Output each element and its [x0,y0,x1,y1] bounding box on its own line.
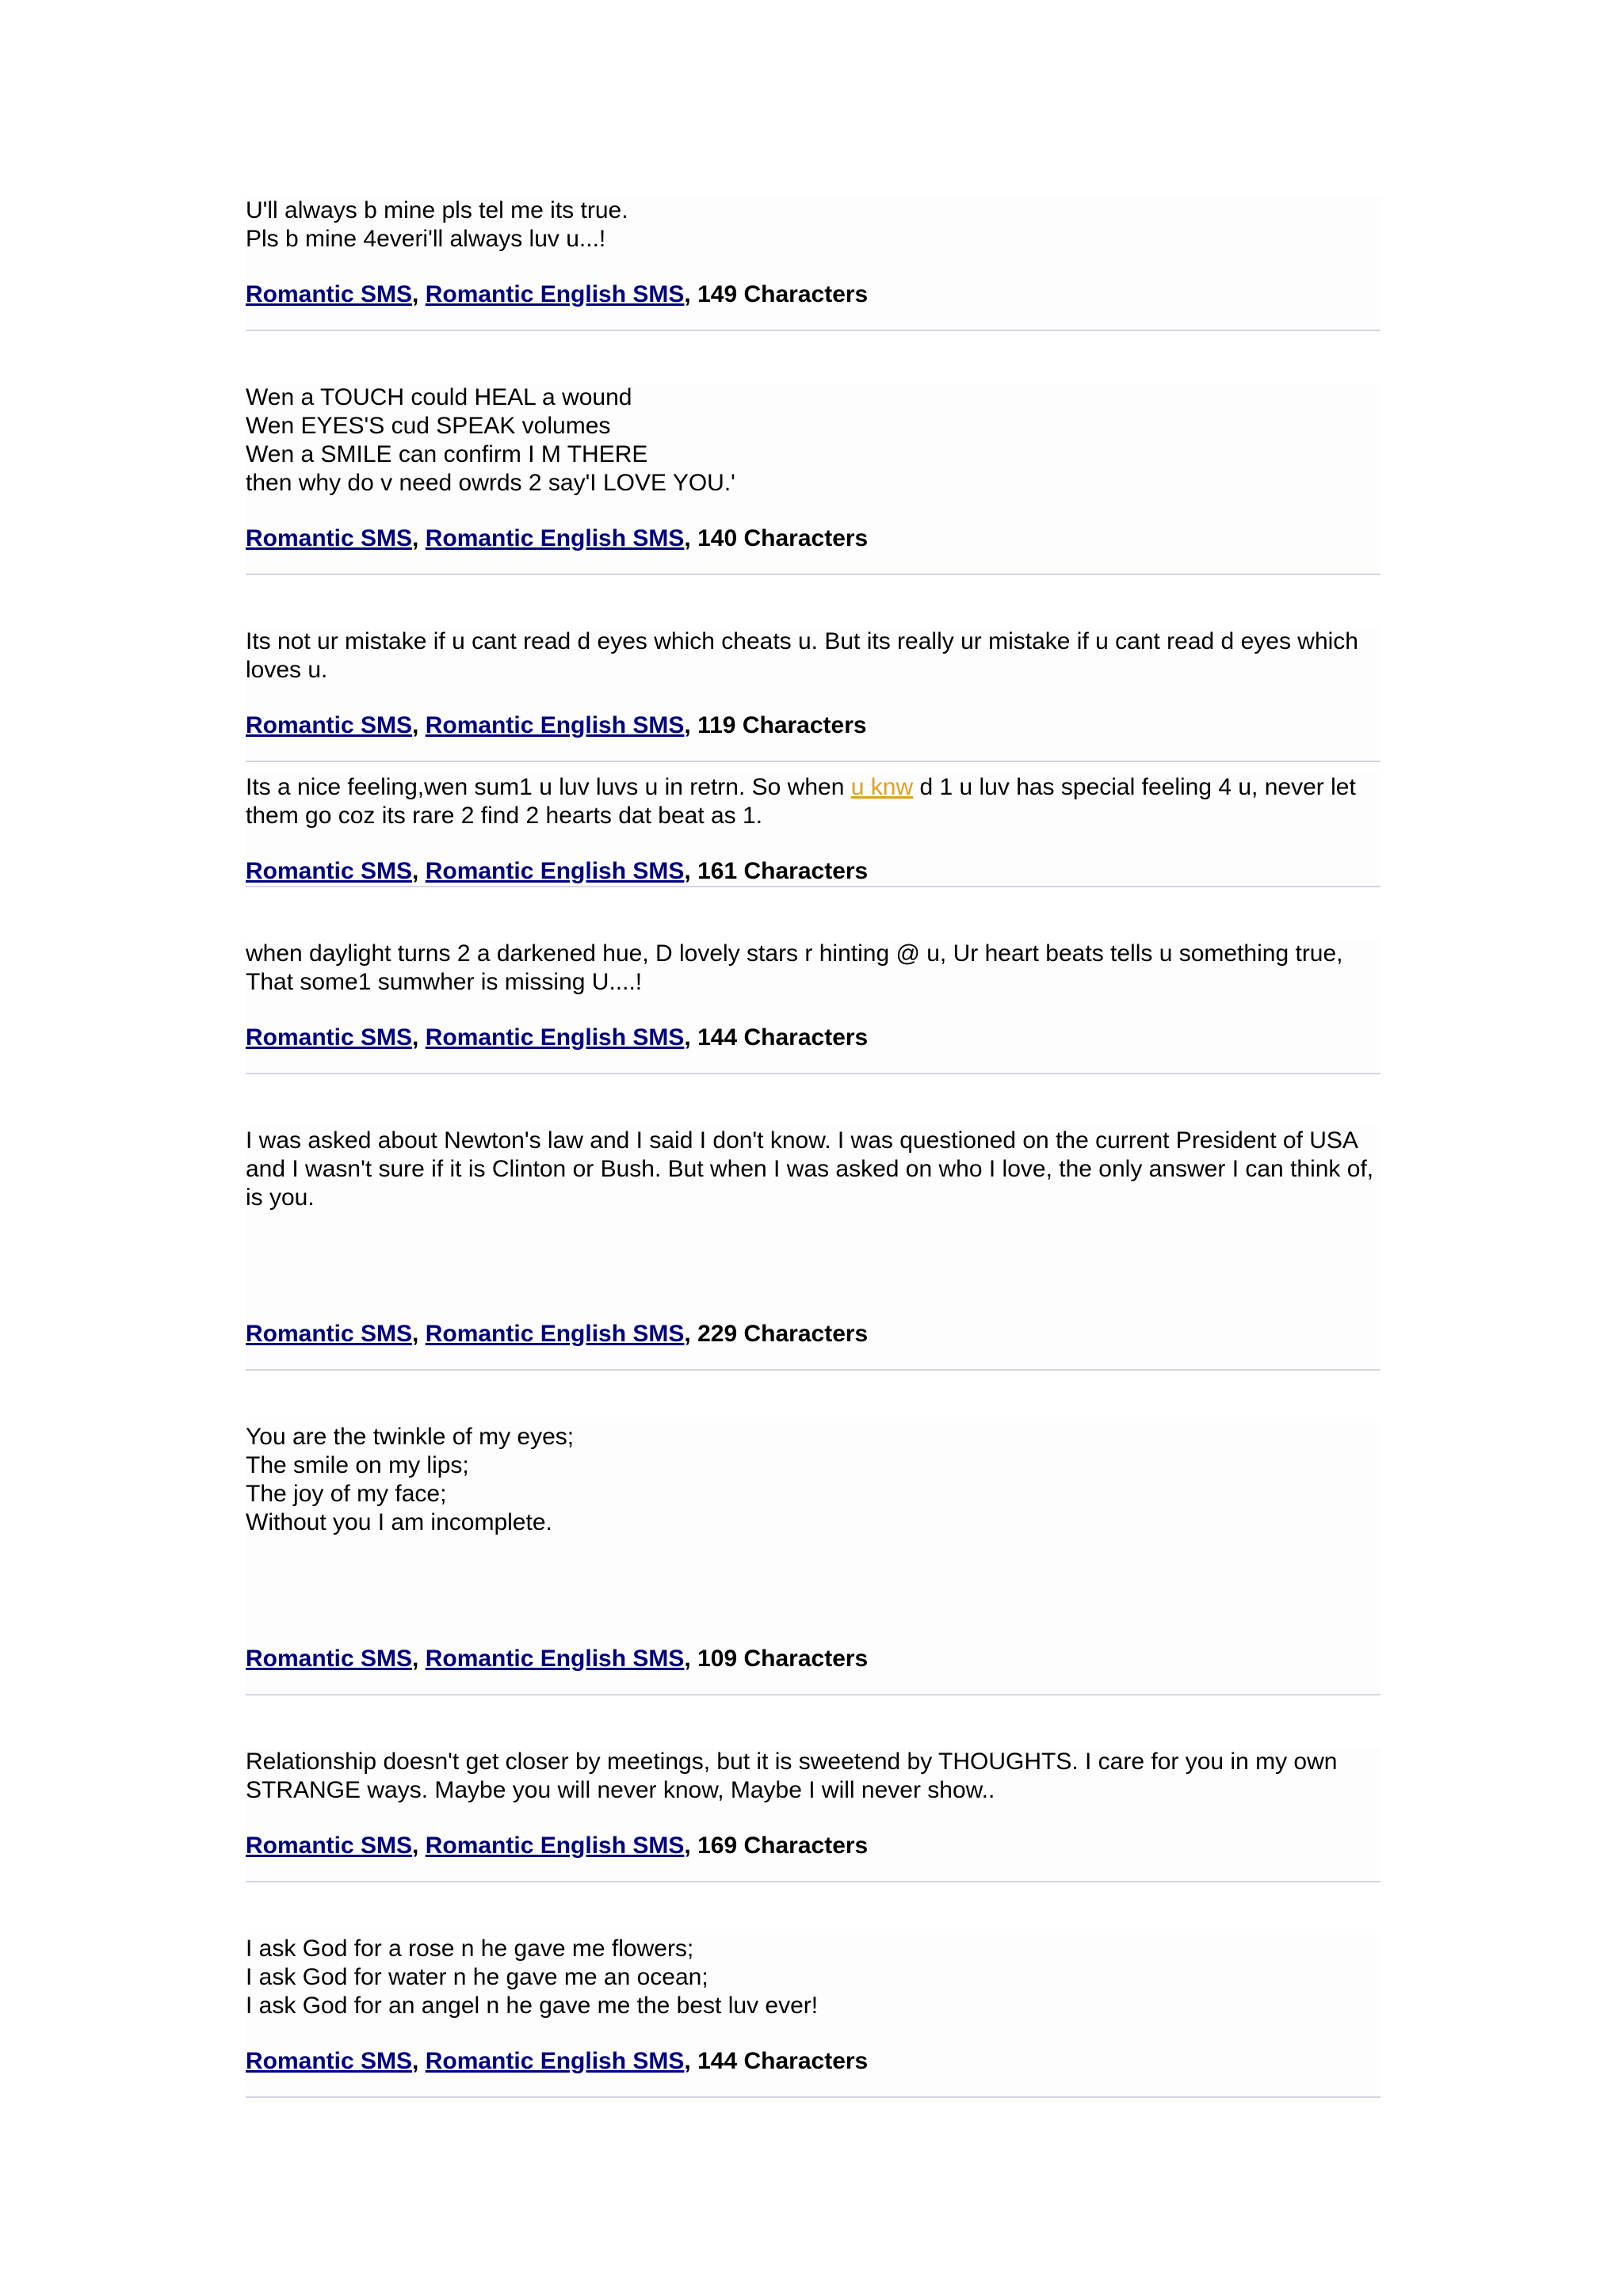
meta-separator: , [684,281,698,307]
sms-meta [246,280,1381,309]
subcategory-link[interactable]: Romantic English SMS [425,281,685,307]
sms-entry [246,383,1381,574]
sms-meta [246,711,1381,740]
subcategory-link[interactable]: Romantic English SMS [425,1024,685,1051]
character-count: 161 Characters [697,858,869,884]
sms-text-part: Its a nice feeling,wen sum1 u luv luvs u in retrn. So when [246,774,851,800]
sms-meta [246,1645,1381,1673]
character-count: 144 Characters [697,1024,869,1051]
sms-text: U'll always b mine pls tel me its true. Pls b mine 4everi'll always luv u...! [246,197,628,252]
sms-meta [246,524,1381,553]
category-link[interactable]: Romantic SMS [246,525,413,551]
category-link[interactable]: Romantic SMS [246,1024,413,1051]
meta-separator: , [412,1646,426,1672]
meta-separator: , [684,1024,698,1051]
character-count: 149 Characters [697,281,869,307]
character-count: 229 Characters [697,1321,869,1347]
sms-entry [246,627,1381,761]
meta-separator: , [412,525,426,551]
subcategory-link[interactable]: Romantic English SMS [425,1321,685,1347]
meta-separator: , [412,1024,426,1051]
sms-text: when daylight turns 2 a darkened hue, D lovely stars r hinting @ u, Ur heart beats tells u something true, That some1 sumwher is missing U....! [246,940,1343,995]
sms-text: I was asked about Newton's law and I said I don't know. I was questioned on the current President of USA and I wasn't sure if it is Clinton or Bush. But when I was asked on who I love, the only answer I can think of, is you. [246,1127,1374,1211]
subcategory-link[interactable]: Romantic English SMS [425,525,685,551]
sms-entry [246,940,1381,1073]
sms-entry [246,1935,1381,2096]
sms-meta [246,1832,1381,1860]
meta-separator: , [412,1321,426,1347]
sms-text-part: d 1 u luv has special feeling 4 u, never let them go coz its rare 2 find 2 hearts dat beat as 1. [246,774,1356,829]
sms-meta [246,1320,1381,1348]
sms-entry [246,1127,1381,1369]
meta-separator: , [684,1646,698,1672]
category-link[interactable]: Romantic SMS [246,2048,413,2074]
meta-separator: , [684,712,698,738]
meta-separator: , [412,858,426,884]
sms-text: Relationship doesn't get closer by meetings, but it is sweetend by THOUGHTS. I care for you in my own STRANGE ways. Maybe you will never know, Maybe I will never show.. [246,1749,1338,1803]
sms-meta [246,857,1381,886]
category-link[interactable]: Romantic SMS [246,1833,413,1859]
sms-text: Its not ur mistake if u cant read d eyes which cheats u. But its really ur mistake if u cant read d eyes which loves u. [246,628,1358,683]
divider [246,2096,1381,2098]
sms-text: Wen a TOUCH could HEAL a wound Wen EYES'S cud SPEAK volumes Wen a SMILE can confirm I M THERE then why do v need owrds 2 say'I LOVE YOU.' [246,384,735,496]
category-link[interactable]: Romantic SMS [246,712,413,738]
sms-text [246,773,1381,830]
meta-separator: , [412,281,426,307]
category-link[interactable]: Romantic SMS [246,858,413,884]
character-count: 144 Characters [697,2048,869,2074]
category-link[interactable]: Romantic SMS [246,281,413,307]
category-link[interactable]: Romantic SMS [246,1646,413,1672]
subcategory-link[interactable]: Romantic English SMS [425,1646,685,1672]
sms-text: You are the twinkle of my eyes; The smile on my lips; The joy of my face; Without you I am incomplete. [246,1424,575,1535]
meta-separator: , [684,858,698,884]
sms-entry [246,196,1381,330]
meta-separator: , [684,1321,698,1347]
sms-entry [246,773,1381,886]
subcategory-link[interactable]: Romantic English SMS [425,858,685,884]
sms-entry [246,1748,1381,1881]
sms-entry [246,1423,1381,1694]
meta-separator: , [412,712,426,738]
sms-list [246,196,1381,2098]
character-count: 140 Characters [697,525,869,551]
subcategory-link[interactable]: Romantic English SMS [425,2048,685,2074]
meta-separator: , [412,2048,426,2074]
meta-separator: , [412,1833,426,1859]
sms-text: I ask God for a rose n he gave me flowers; I ask God for water n he gave me an ocean; I ask God for an angel n he gave me the best luv ever! [246,1936,819,2019]
character-count: 169 Characters [697,1833,869,1859]
subcategory-link[interactable]: Romantic English SMS [425,1833,685,1859]
subcategory-link[interactable]: Romantic English SMS [425,712,685,738]
sms-meta [246,2047,1381,2076]
character-count: 109 Characters [697,1646,869,1672]
meta-separator: , [684,2048,698,2074]
meta-separator: , [684,1833,698,1859]
inline-link[interactable]: u knw [850,774,914,800]
category-link[interactable]: Romantic SMS [246,1321,413,1347]
character-count: 119 Characters [697,712,867,738]
sms-meta [246,1024,1381,1052]
meta-separator: , [684,525,698,551]
